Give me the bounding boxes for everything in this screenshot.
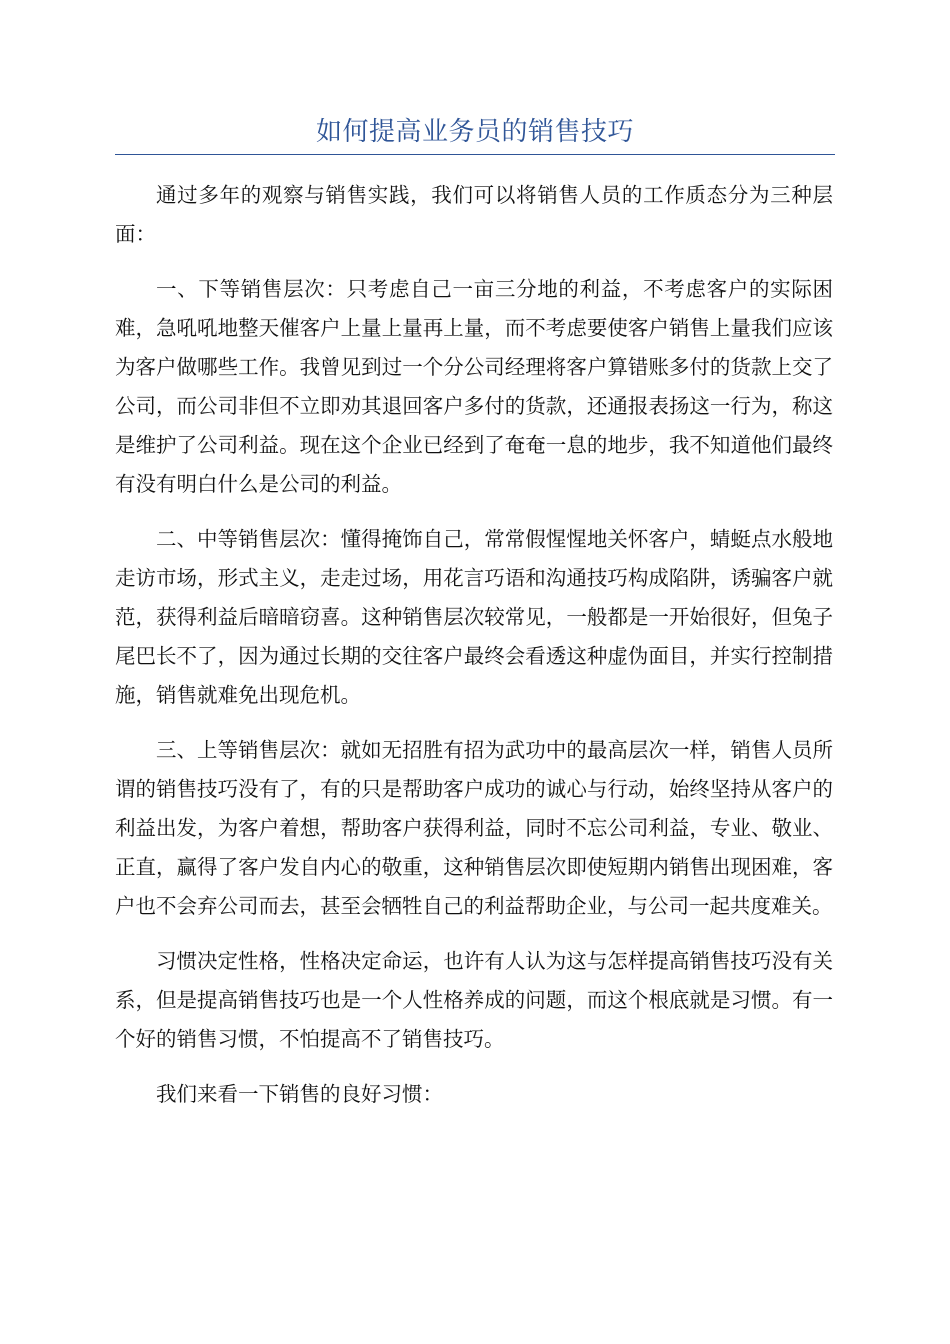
paragraph-intro: 通过多年的观察与销售实践，我们可以将销售人员的工作质态分为三种层面： [115,183,833,246]
document-title: 如何提高业务员的销售技巧 [315,117,634,147]
paragraph-lower-level: 一、下等销售层次：只考虑自己一亩三分地的利益，不考虑客户的实际困难，急吼吼地整天催客户上量上量再上量，而不考虑要使客户销售上量我们应该为客户做哪些工作。我曾见到过一个分公司经理将客户算错账多付的货款上交了公司，而公司非但不立即劝其退回客户多付的货款，还通报表扬这一行为，称这是维护了公司利益。现在这个企业已经到了奄奄一息的地步，我不知道他们最终有没有明白什么是公司的利益。 [115,277,833,496]
paragraph-habits: 习惯决定性格，性格决定命运，也许有人认为这与怎样提高销售技巧没有关系，但是提高销售技巧也是一个人性格养成的问题，而这个根底就是习惯。有一个好的销售习惯，不怕提高不了销售技巧。 [115,949,833,1051]
title-underline [115,154,835,155]
document-body [115,176,833,1130]
paragraph-middle-level: 二、中等销售层次：懂得掩饰自己，常常假惺惺地关怀客户，蜻蜓点水般地走访市场，形式主义，走走过场，用花言巧语和沟通技巧构成陷阱，诱骗客户就范，获得利益后暗暗窃喜。这种销售层次较常见，一般都是一开始很好，但兔子尾巴长不了，因为通过长期的交往客户最终会看透这种虚伪面目，并实行控制措施，销售就难免出现危机。 [115,527,833,707]
paragraph-upper-level: 三、上等销售层次：就如无招胜有招为武功中的最高层次一样，销售人员所谓的销售技巧没有了，有的只是帮助客户成功的诚心与行动，始终坚持从客户的利益出发，为客户着想，帮助客户获得利益，同时不忘公司利益，专业、敬业、正直，赢得了客户发自内心的敬重，这种销售层次即使短期内销售出现困难，客户也不会弃公司而去，甚至会牺牲自己的利益帮助企业，与公司一起共度难关。 [115,738,833,918]
paragraph-good-habits-lead: 我们来看一下销售的良好习惯： [156,1082,443,1106]
